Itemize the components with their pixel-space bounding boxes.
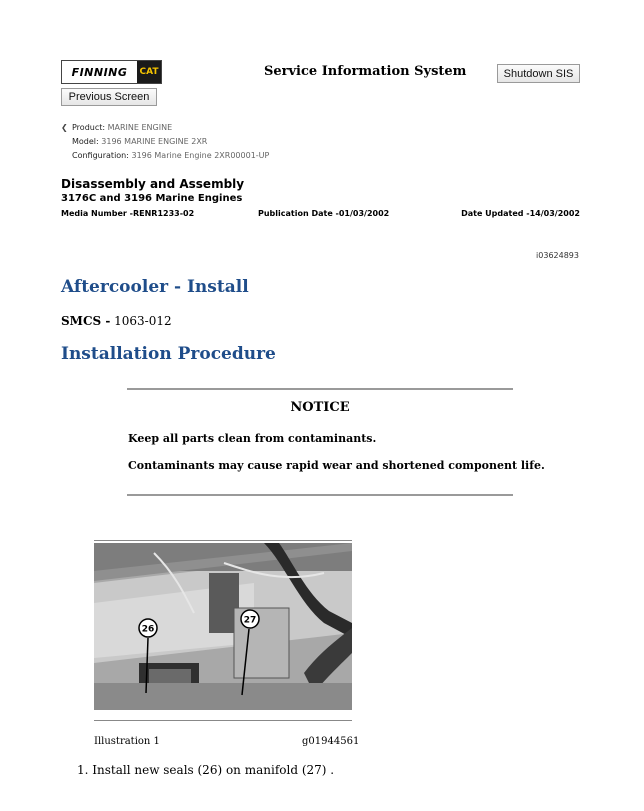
model-value: 3196 MARINE ENGINE 2XR xyxy=(101,137,208,146)
step-1: 1. Install new seals (26) on manifold (27) . xyxy=(77,763,335,777)
notice-line-2: Contaminants may cause rapid wear and shortened component life. xyxy=(128,459,545,472)
document-title: Disassembly and Assembly xyxy=(61,177,245,191)
reference-id: i03624893 xyxy=(536,251,579,260)
date-updated: Date Updated -14/03/2002 xyxy=(461,209,580,218)
shutdown-sis-button[interactable]: Shutdown SIS xyxy=(497,64,580,83)
notice-line-1: Keep all parts clean from contaminants. xyxy=(128,432,377,445)
notice-title: NOTICE xyxy=(290,400,350,415)
media-number: Media Number -RENR1233-02 xyxy=(61,209,195,218)
page-heading: Aftercooler - Install xyxy=(61,277,249,297)
notice-bottom-divider xyxy=(127,494,513,496)
smcs-value: 1063-012 xyxy=(110,314,172,328)
model-line xyxy=(72,137,207,146)
previous-screen-button[interactable]: Previous Screen xyxy=(61,88,157,106)
configuration-value: 3196 Marine Engine 2XR00001-UP xyxy=(131,151,270,160)
smcs-label: SMCS - xyxy=(61,314,111,328)
engine-illustration xyxy=(94,543,352,710)
publication-date: Publication Date -01/03/2002 xyxy=(258,209,390,218)
product-value: MARINE ENGINE xyxy=(107,123,173,132)
callout-26: 26 xyxy=(141,624,155,635)
smcs-code xyxy=(61,314,172,328)
system-title: Service Information System xyxy=(264,64,467,79)
document-subtitle: 3176C and 3196 Marine Engines xyxy=(61,193,243,204)
finning-cat-logo xyxy=(61,60,162,84)
configuration-line xyxy=(72,151,269,160)
logo-text: FINNING xyxy=(71,65,128,79)
illustration-bottom-rule xyxy=(94,720,352,721)
product-line xyxy=(72,123,172,132)
notice-top-divider xyxy=(127,388,513,390)
cat-logo-mark: CAT xyxy=(137,61,161,83)
callout-27: 27 xyxy=(243,615,257,626)
illustration-id: g01944561 xyxy=(302,736,360,747)
illustration-caption: Illustration 1 xyxy=(94,736,160,747)
procedure-heading: Installation Procedure xyxy=(61,344,276,364)
model-label: Model: xyxy=(72,137,99,146)
configuration-label: Configuration: xyxy=(72,151,129,160)
chevron-left-icon[interactable]: ❮ xyxy=(61,123,68,132)
product-label: Product: xyxy=(72,123,106,132)
illustration-top-rule xyxy=(94,540,352,541)
